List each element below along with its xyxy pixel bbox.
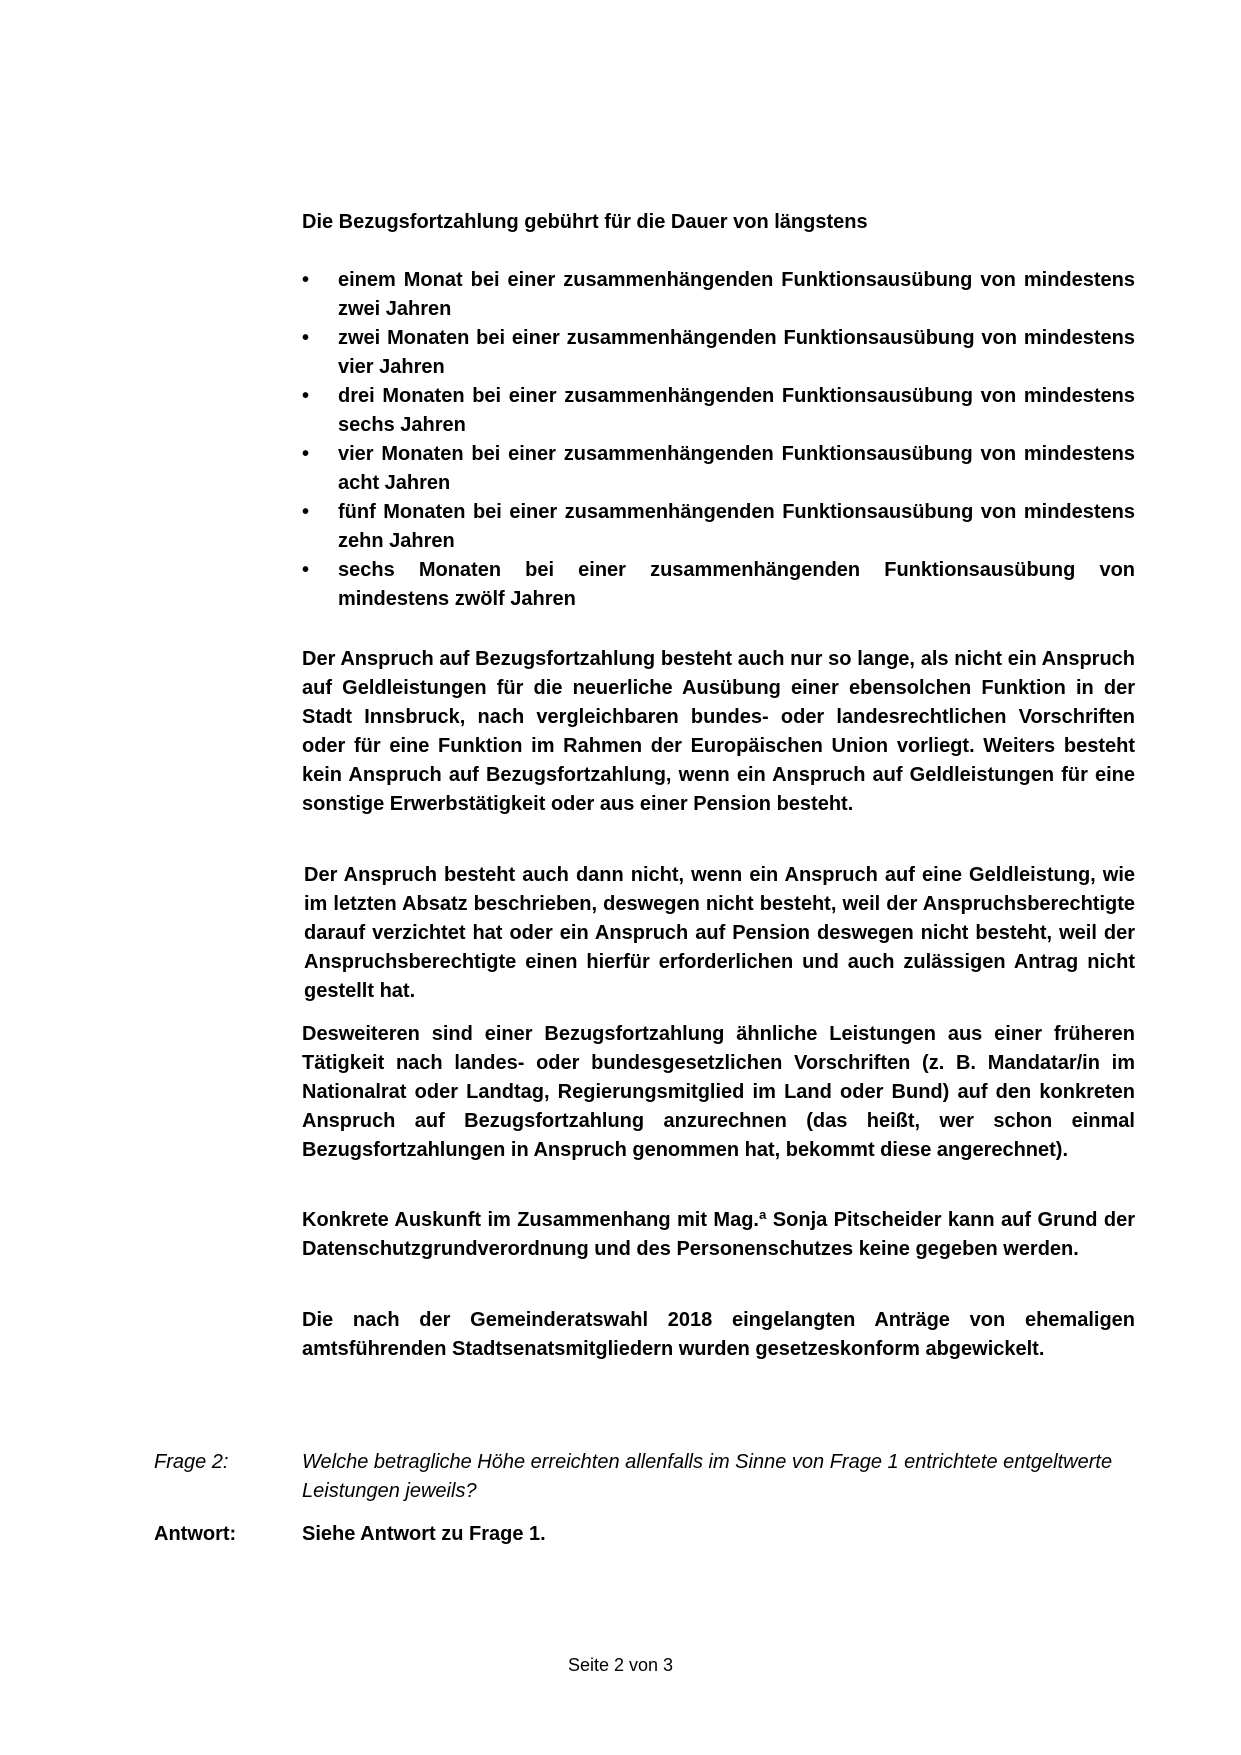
paragraph: Der Anspruch besteht auch dann nicht, wenn ein Anspruch auf eine Geldleistung, wie im letzten Absatz beschrieben, deswegen nicht besteht, weil der Anspruchsberechtigte darauf verzichtet hat oder ein Anspruch auf Pension deswegen nicht besteht, weil der Anspruchsberechtigte einen hierfür erforderlichen und auch zulässigen Antrag nicht gestellt hat.: [304, 864, 1135, 1002]
paragraph: Desweiteren sind einer Bezugsfortzahlung ähnliche Leistungen aus einer früheren Tätigkeit nach landes- oder bundesgesetzlichen Vorschriften (z. B. Mandatar/in im Nationalrat oder Landtag, Regierungsmitglied im Land oder Bund) auf den konkreten Anspruch auf Bezugsfortzahlung anzurechnen (das heißt, wer schon einmal Bezugsfortzahlungen in Anspruch genommen hat, bekommt diese angerechnet).: [302, 1023, 1135, 1161]
list-item-text: sechs Monaten bei einer zusammenhängenden Funktionsausübung von mindestens zwölf Jahren: [338, 559, 1135, 610]
list-item-text: fünf Monaten bei einer zusammenhängenden Funktionsausübung von mindestens zehn Jahren: [338, 501, 1135, 552]
list-item-text: vier Monaten bei einer zusammenhängenden Funktionsausübung von mindestens acht Jahren: [338, 443, 1135, 494]
list-item: [302, 266, 1135, 324]
bullet-icon: •: [302, 385, 310, 407]
paragraph: Konkrete Auskunft im Zusammenhang mit Mag.ª Sonja Pitscheider kann auf Grund der Datenschutzgrundverordnung und des Personenschutzes keine gegeben werden.: [302, 1209, 1135, 1260]
list-item: [302, 382, 1135, 440]
answer-text: Siehe Antwort zu Frage 1.: [302, 1523, 546, 1545]
answer-label: Antwort:: [154, 1523, 237, 1545]
paragraph: Die nach der Gemeinderatswahl 2018 eingelangten Anträge von ehemaligen amtsführenden Stadtsenatsmitgliedern wurden gesetzeskonform abgewickelt.: [302, 1309, 1135, 1360]
list-item-text: drei Monaten bei einer zusammenhängenden Funktionsausübung von mindestens sechs Jahren: [338, 385, 1135, 436]
intro-text: Die Bezugsfortzahlung gebührt für die Dauer von längstens: [302, 211, 868, 233]
bullet-icon: •: [302, 327, 310, 349]
bullet-icon: •: [302, 501, 310, 523]
list-item: [302, 324, 1135, 382]
list-item: [302, 556, 1135, 614]
question-label: Frage 2:: [154, 1451, 229, 1473]
paragraph: Der Anspruch auf Bezugsfortzahlung besteht auch nur so lange, als nicht ein Anspruch auf Geldleistungen für die neuerliche Ausübung einer ebensolchen Funktion in der Stadt Innsbruck, nach vergleichbaren bundes- oder landesrechtlichen Vorschriften oder für eine Funktion im Rahmen der Europäischen Union vorliegt. Weiters besteht kein Anspruch auf Bezugsfortzahlung, wenn ein Anspruch auf Geldleistungen für eine sonstige Erwerbstätigkeit oder aus einer Pension besteht.: [302, 648, 1135, 815]
list-item-text: zwei Monaten bei einer zusammenhängenden Funktionsausübung von mindestens vier Jahren: [338, 327, 1135, 378]
duration-list: [302, 266, 1135, 614]
list-item-text: einem Monat bei einer zusammenhängenden Funktionsausübung von mindestens zwei Jahren: [338, 269, 1135, 320]
bullet-icon: •: [302, 559, 310, 581]
bullet-icon: •: [302, 269, 310, 291]
question-text: Welche betragliche Höhe erreichten allenfalls im Sinne von Frage 1 entrichtete entgeltwerte Leistungen jeweils?: [302, 1451, 1113, 1502]
list-item: [302, 498, 1135, 556]
bullet-icon: •: [302, 443, 310, 465]
page-number: Seite 2 von 3: [567, 1655, 674, 1675]
list-item: [302, 440, 1135, 498]
